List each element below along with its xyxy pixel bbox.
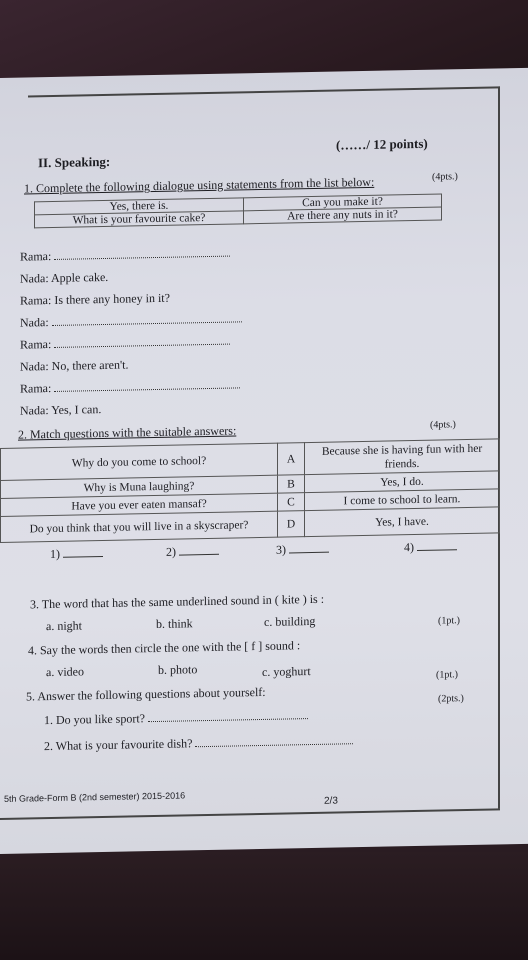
q3-instruction: 3. The word that has the same underlined sound in ( kite ) is : xyxy=(30,591,325,612)
page-top-rule xyxy=(28,86,500,97)
answer-blank[interactable] xyxy=(54,334,230,348)
match-blank: 2) xyxy=(166,544,219,560)
q2-points: (4pts.) xyxy=(430,419,456,431)
q1-instruction: 1. Complete the following dialogue using statements from the list below: xyxy=(24,174,375,196)
letter-cell: C xyxy=(278,493,305,512)
q1-points: (4pts.) xyxy=(432,171,458,183)
q3-points: (1pt.) xyxy=(438,615,460,627)
dialogue-line: Rama: xyxy=(20,334,230,353)
option-video[interactable]: a. video xyxy=(46,664,84,680)
footer-page-number: 2/3 xyxy=(324,795,338,807)
answer-blank[interactable] xyxy=(52,311,242,326)
option-photo[interactable]: b. photo xyxy=(158,662,198,677)
answer-cell: Because she is having fun with her friends. xyxy=(305,439,500,475)
answer-blank[interactable] xyxy=(179,544,219,556)
statement-cell: Are there any nuts in it? xyxy=(244,207,442,224)
q5-points: (2pts.) xyxy=(438,693,464,705)
section-points: (……/ 12 points) xyxy=(336,135,428,153)
option-building[interactable]: c. building xyxy=(264,613,316,629)
footer-form: 5th Grade-Form B (2nd semester) 2015-2016 xyxy=(4,790,186,804)
option-think[interactable]: b. think xyxy=(156,616,193,632)
answer-blank[interactable] xyxy=(289,542,329,554)
statement-cell: Yes, there is. xyxy=(35,198,244,215)
dialogue-line: Nada: Apple cake. xyxy=(20,269,109,286)
answer-blank[interactable] xyxy=(195,733,353,747)
option-yoghurt[interactable]: c. yoghurt xyxy=(262,664,311,679)
dialogue-line: Rama: Is there any honey in it? xyxy=(20,290,170,308)
answer-blank[interactable] xyxy=(417,539,457,551)
q5-instruction: 5. Answer the following questions about yourself: xyxy=(26,684,266,704)
section-title: II. Speaking: xyxy=(38,153,111,171)
question-cell: Do you think that you will live in a skyscraper? xyxy=(1,511,278,542)
match-blank: 1) xyxy=(50,546,103,562)
exam-page xyxy=(0,68,528,854)
answer-cell: Yes, I have. xyxy=(305,507,500,537)
dialogue-line: Nada: Yes, I can. xyxy=(20,402,102,418)
question-cell: Have you ever eaten mansaf? xyxy=(1,493,278,516)
q2-instruction: 2. Match questions with the suitable answers: xyxy=(18,423,237,442)
letter-cell: A xyxy=(278,443,305,476)
answer-cell: Yes, I do. xyxy=(305,471,500,493)
statements-table xyxy=(34,194,442,229)
option-night[interactable]: a. night xyxy=(46,618,82,634)
answer-blank[interactable] xyxy=(54,377,240,392)
dialogue-line: Rama: xyxy=(20,377,240,396)
page-bottom-rule xyxy=(0,808,500,820)
statement-cell: Can you make it? xyxy=(244,194,442,211)
question-cell: Why do you come to school? xyxy=(1,443,278,480)
match-blank: 3) xyxy=(276,542,329,558)
answer-blank[interactable] xyxy=(63,546,103,558)
dialogue-line: Nada: No, there aren't. xyxy=(20,357,129,374)
question-cell: Why is Muna laughing? xyxy=(1,475,278,498)
q5-question: 1. Do you like sport? xyxy=(44,708,308,728)
statement-cell: What is your favourite cake? xyxy=(35,211,244,228)
match-table xyxy=(0,438,500,543)
q4-instruction: 4. Say the words then circle the one with the [ f ] sound : xyxy=(28,638,301,658)
dialogue-line: Nada: xyxy=(20,311,242,330)
letter-cell: D xyxy=(278,511,305,538)
match-blank: 4) xyxy=(404,539,457,555)
answer-cell: I come to school to learn. xyxy=(305,489,500,511)
letter-cell: B xyxy=(278,475,305,494)
answer-blank[interactable] xyxy=(54,246,230,260)
dialogue-line: Rama: xyxy=(20,246,230,265)
q5-question: 2. What is your favourite dish? xyxy=(44,733,353,754)
table-surface-bottom xyxy=(0,852,528,960)
q4-points: (1pt.) xyxy=(436,669,458,681)
answer-blank[interactable] xyxy=(148,708,308,722)
